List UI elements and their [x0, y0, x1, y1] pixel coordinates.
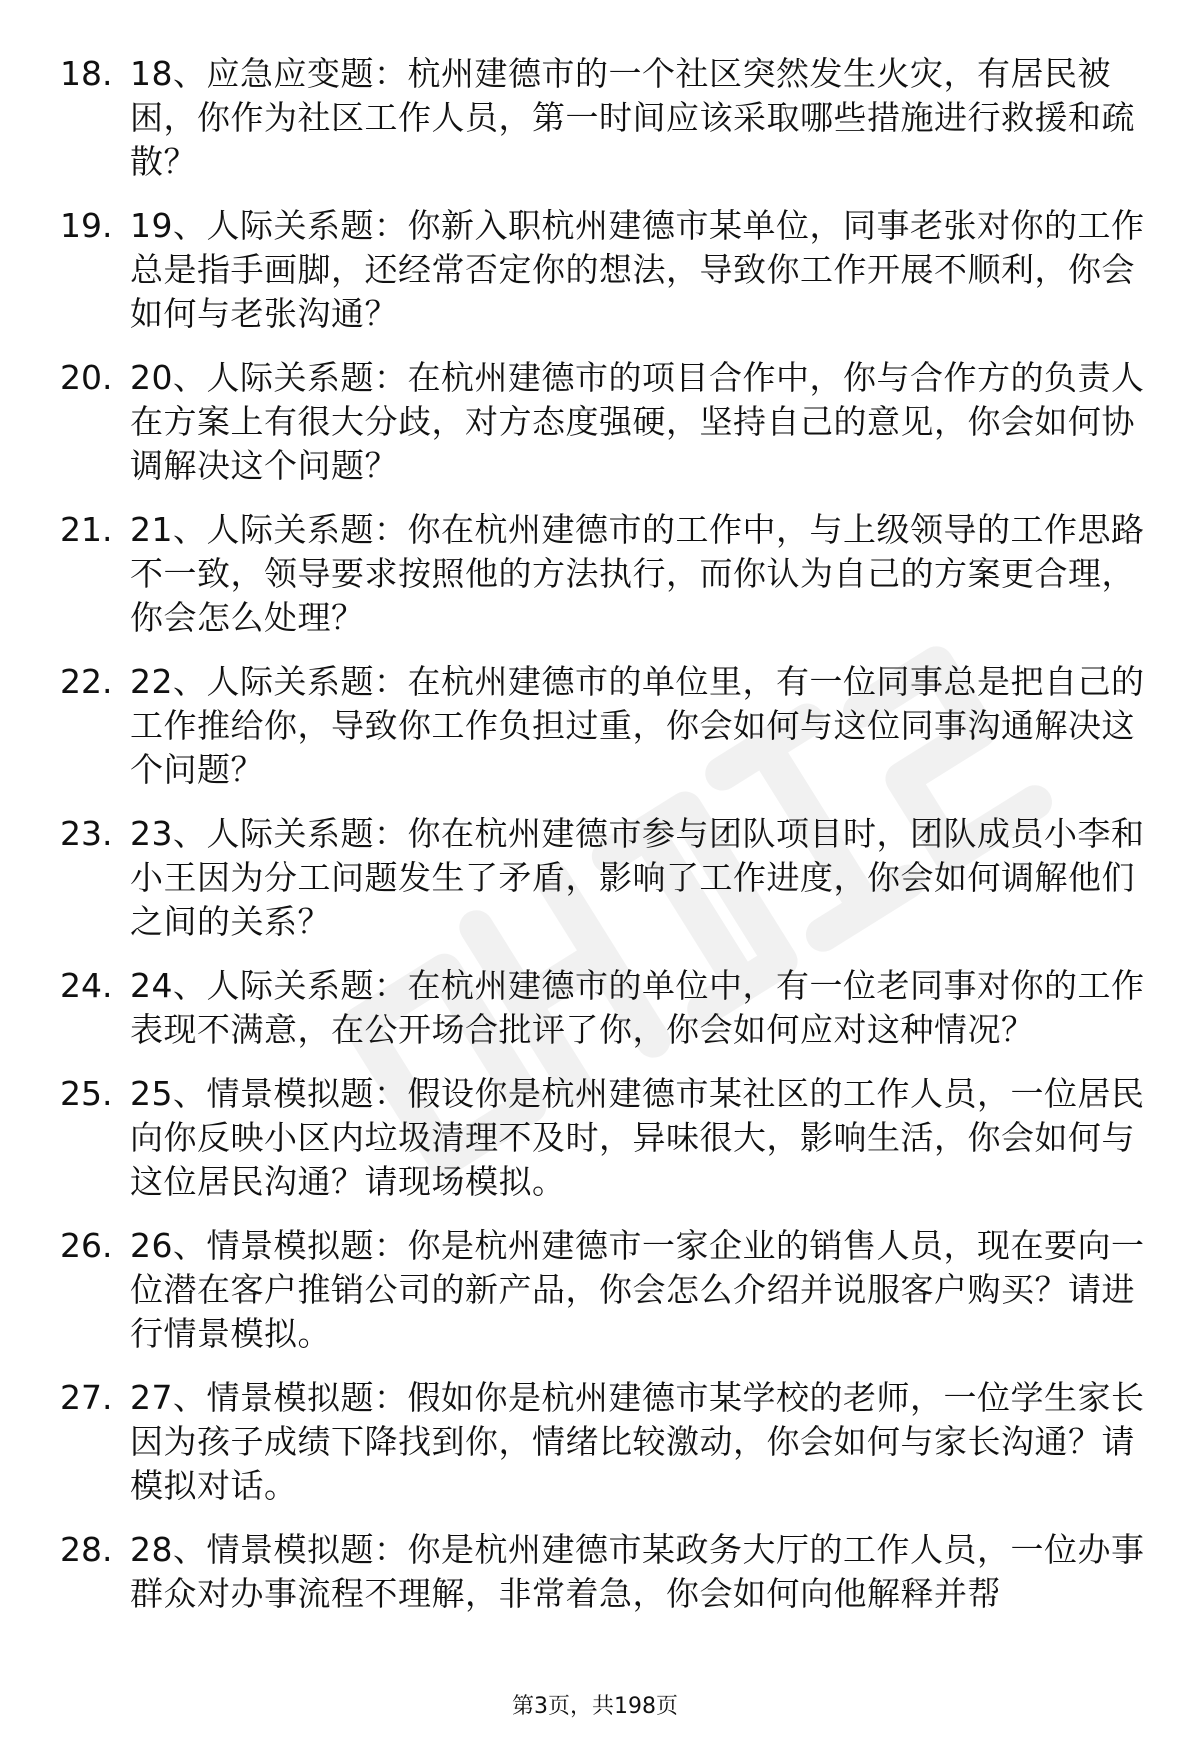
question-text: 22、人际关系题：在杭州建德市的单位里，有一位同事总是把自己的工作推给你，导致你工作负担过重，你会如何与这位同事沟通解决这个问题？	[130, 662, 1145, 789]
question-number: 22.	[60, 662, 113, 701]
list-item	[60, 1072, 1150, 1204]
list-item	[60, 52, 1150, 184]
question-text: 19、人际关系题：你新入职杭州建德市某单位，同事老张对你的工作总是指手画脚，还经常否定你的想法，导致你工作开展不顺利，你会如何与老张沟通？	[130, 206, 1145, 333]
question-number: 18.	[60, 54, 113, 93]
question-text: 28、情景模拟题：你是杭州建德市某政务大厅的工作人员，一位办事群众对办事流程不理解，非常着急，你会如何向他解释并帮	[130, 1530, 1145, 1613]
question-number: 25.	[60, 1074, 113, 1113]
question-text: 23、人际关系题：你在杭州建德市参与团队项目时，团队成员小李和小王因为分工问题发生了矛盾，影响了工作进度，你会如何调解他们之间的关系？	[130, 814, 1145, 941]
list-item	[60, 356, 1150, 488]
question-text: 26、情景模拟题：你是杭州建德市一家企业的销售人员，现在要向一位潜在客户推销公司的新产品，你会怎么介绍并说服客户购买？请进行情景模拟。	[130, 1226, 1145, 1353]
question-number: 20.	[60, 358, 113, 397]
list-item	[60, 1224, 1150, 1356]
list-item	[60, 508, 1150, 640]
question-list	[60, 52, 1150, 1636]
page-footer: 第3页，共198页	[512, 1694, 678, 1719]
question-text: 27、情景模拟题：假如你是杭州建德市某学校的老师，一位学生家长因为孩子成绩下降找到你，情绪比较激动，你会如何与家长沟通？请模拟对话。	[130, 1378, 1145, 1505]
question-number: 19.	[60, 206, 113, 245]
question-number: 27.	[60, 1378, 113, 1417]
list-item	[60, 1376, 1150, 1508]
question-number: 21.	[60, 510, 113, 549]
question-text: 24、人际关系题：在杭州建德市的单位中，有一位老同事对你的工作表现不满意，在公开场合批评了你，你会如何应对这种情况？	[130, 966, 1145, 1049]
question-number: 26.	[60, 1226, 113, 1265]
list-item	[60, 204, 1150, 336]
question-number: 28.	[60, 1530, 113, 1569]
list-item	[60, 660, 1150, 792]
question-text: 25、情景模拟题：假设你是杭州建德市某社区的工作人员，一位居民向你反映小区内垃圾清理不及时，异味很大，影响生活，你会如何与这位居民沟通？请现场模拟。	[130, 1074, 1145, 1201]
list-item	[60, 1528, 1150, 1616]
question-text: 20、人际关系题：在杭州建德市的项目合作中，你与合作方的负责人在方案上有很大分歧，对方态度强硬，坚持自己的意见，你会如何协调解决这个问题？	[130, 358, 1145, 485]
question-number: 23.	[60, 814, 113, 853]
list-item	[60, 812, 1150, 944]
list-item	[60, 964, 1150, 1052]
question-number: 24.	[60, 966, 113, 1005]
question-text: 21、人际关系题：你在杭州建德市的工作中，与上级领导的工作思路不一致，领导要求按照他的方法执行，而你认为自己的方案更合理，你会怎么处理？	[130, 510, 1145, 637]
question-text: 18、应急应变题：杭州建德市的一个社区突然发生火灾，有居民被困，你作为社区工作人员，第一时间应该采取哪些措施进行救援和疏散？	[130, 54, 1135, 181]
